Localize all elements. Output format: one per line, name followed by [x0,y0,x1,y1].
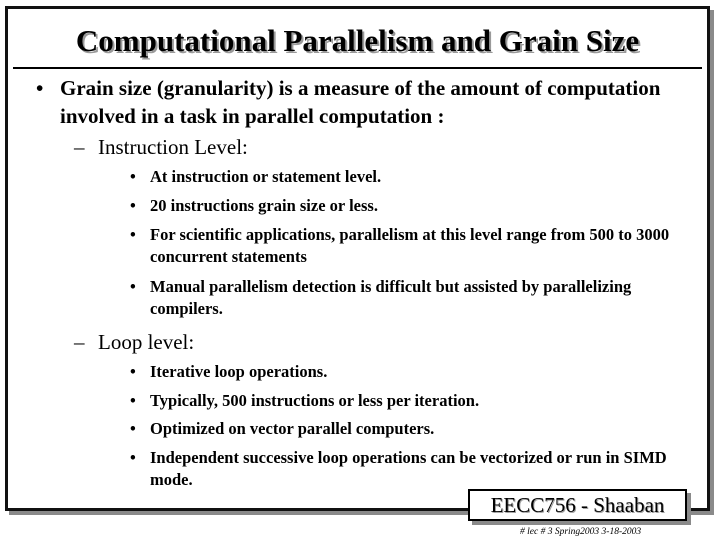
list-item-text: Independent successive loop operations can be vectorized or run in SIMD mode. [150,448,667,489]
list-item-text: Manual parallelism detection is difficult but assisted by parallelizing compilers. [150,277,632,318]
dash-glyph: – [74,135,85,159]
footer-text: # lec # 3 Spring2003 3-18-2003 [520,527,642,537]
main-bullet-text: Grain size (granularity) is a measure of the amount of computation involved in a task in parallel computation : [60,76,661,128]
bullet-glyph: • [130,277,136,296]
bullet-glyph: • [130,448,136,467]
list-item [130,418,695,440]
dash-glyph: – [74,330,85,354]
list-item [130,166,695,188]
section-heading-instruction-level [74,134,248,160]
section-heading-loop-level [74,329,195,355]
list-item-text: For scientific applications, parallelism at this level range from 500 to 3000 concurrent statements [150,225,670,266]
list-item-text: Optimized on vector parallel computers. [150,419,435,438]
list-item [130,195,695,217]
slide-title: Computational Parallelism and Grain Size [75,23,640,58]
main-bullet [36,74,680,130]
section-heading-text: Instruction Level: [98,135,248,159]
list-item [130,361,695,383]
section-heading-text: Loop level: [98,330,195,354]
list-item-text: Typically, 500 instructions or less per iteration. [150,391,480,410]
list-item [130,447,695,491]
list-item [130,390,695,412]
list-item-text: At instruction or statement level. [150,167,382,186]
bullet-glyph: • [130,362,136,381]
list-item [130,276,695,320]
list-item-text: 20 instructions grain size or less. [150,196,378,215]
course-badge: EECC756 - Shaaban [468,489,687,521]
bullet-glyph: • [130,391,136,410]
list-item-text: Iterative loop operations. [150,362,328,381]
bullet-glyph: • [130,419,136,438]
bullet-glyph: • [130,196,136,215]
bullet-glyph: • [130,225,136,244]
bullet-glyph: • [130,167,136,186]
list-item [130,224,695,268]
title-underline [13,67,702,69]
bullet-glyph: • [36,76,44,100]
